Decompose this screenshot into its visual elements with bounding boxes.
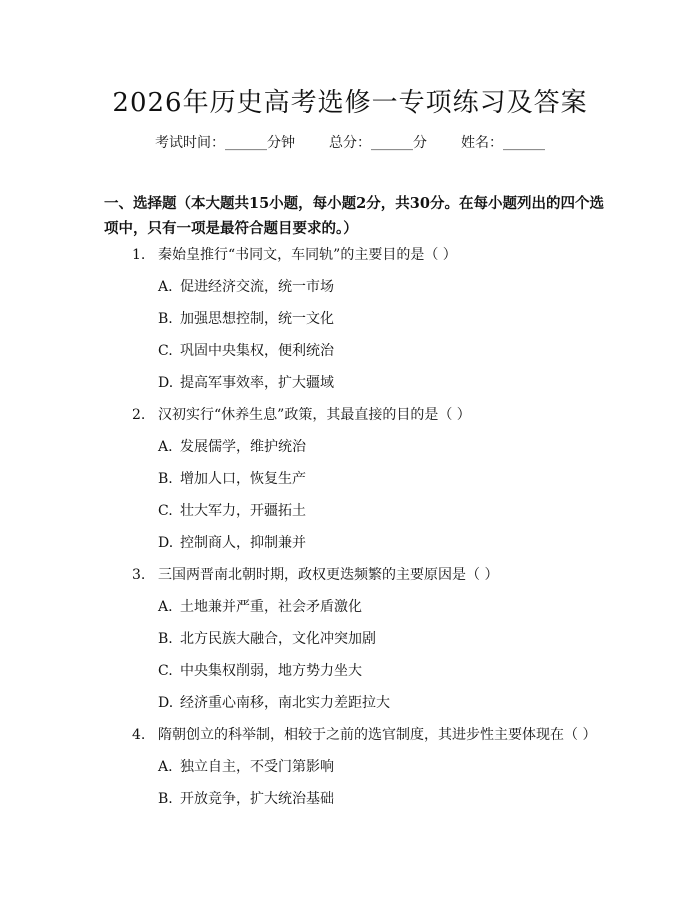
question-text: 秦始皇推行“书同文，车同轨”的主要目的是（ ） (158, 247, 457, 263)
option-text: 北方民族大融合，文化冲突加剧 (180, 631, 376, 647)
question-number: 1. (132, 247, 146, 263)
option-text: 提高军事效率，扩大疆域 (180, 375, 334, 391)
option-text: 独立自主，不受门第影响 (180, 759, 334, 775)
option-label: D. (158, 375, 174, 391)
option (158, 468, 306, 488)
option-label: A. (158, 599, 173, 615)
option-label: D. (158, 695, 174, 711)
option-label: A. (158, 759, 173, 775)
option-label: A. (158, 439, 173, 455)
option-text: 壮大军力，开疆拓土 (180, 503, 306, 519)
page-title: 2026年历史高考选修一专项练习及答案 (112, 88, 588, 118)
option (158, 532, 306, 552)
option-text: 加强思想控制，统一文化 (180, 311, 334, 327)
option (158, 308, 334, 328)
option-text: 增加人口，恢复生产 (180, 471, 306, 487)
option (158, 660, 362, 680)
option (158, 340, 334, 360)
question-number: 4. (132, 727, 146, 743)
question-2 (132, 404, 602, 424)
option-text: 开放竞争，扩大统治基础 (180, 791, 334, 807)
option-label: B. (158, 791, 173, 807)
option-label: C. (158, 663, 173, 679)
section-heading: 一、选择题（本大题共15小题，每小题2分，共30分。在每小题列出的四个选项中，只有一项是最符合题目要求的。） (104, 195, 604, 237)
option (158, 276, 334, 296)
option-text: 经济重心南移，南北实力差距拉大 (180, 695, 390, 711)
exam-info (0, 132, 700, 152)
option-label: B. (158, 311, 173, 327)
option (158, 500, 306, 520)
question-number: 2. (132, 407, 146, 423)
option-text: 促进经济交流，统一市场 (180, 279, 334, 295)
option (158, 788, 334, 808)
option (158, 756, 334, 776)
question-4 (132, 724, 602, 744)
option-label: C. (158, 503, 173, 519)
question-3 (132, 564, 602, 584)
option-text: 发展儒学，维护统治 (180, 439, 306, 455)
option (158, 372, 334, 392)
option-text: 控制商人，抑制兼并 (180, 535, 306, 551)
option-label: A. (158, 279, 173, 295)
option-text: 土地兼并严重，社会矛盾激化 (180, 599, 362, 615)
question-text: 汉初实行“休养生息”政策，其最直接的目的是（ ） (158, 407, 471, 423)
score-field: 总分：______分 (329, 135, 427, 151)
option-label: C. (158, 343, 173, 359)
option (158, 436, 306, 456)
question-number: 3. (132, 567, 146, 583)
option (158, 692, 390, 712)
question-text: 三国两晋南北朝时期，政权更迭频繁的主要原因是（ ） (158, 567, 499, 583)
name-field: 姓名：______ (461, 135, 545, 151)
option (158, 628, 376, 648)
option-label: D. (158, 535, 174, 551)
option-text: 中央集权削弱，地方势力坐大 (180, 663, 362, 679)
option-label: B. (158, 471, 173, 487)
option (158, 596, 362, 616)
time-field: 考试时间：______分钟 (155, 135, 295, 151)
question-1 (132, 244, 602, 264)
option-text: 巩固中央集权，便利统治 (180, 343, 334, 359)
question-text: 隋朝创立的科举制，相较于之前的选官制度，其进步性主要体现在（ ） (158, 727, 597, 743)
option-label: B. (158, 631, 173, 647)
